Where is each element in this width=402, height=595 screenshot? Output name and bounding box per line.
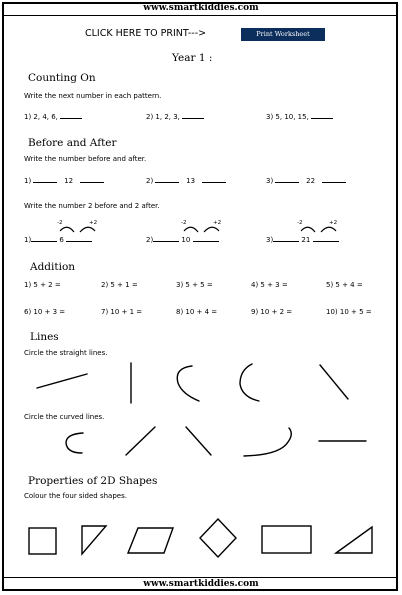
before-after-item-2: 2) 13 <box>146 175 226 185</box>
before-after-item-1: 1) 12 <box>24 175 104 185</box>
shape-diamond <box>200 519 236 557</box>
before-after-item-3: 3) 22 <box>266 175 346 185</box>
two-before-after-item-1: 1) 6 <box>24 234 92 244</box>
arc-minus-2 <box>184 227 198 232</box>
addition-item-10: 10) 10 + 5 = <box>326 308 372 316</box>
click-to-print-text[interactable]: CLICK HERE TO PRINT---> <box>85 28 207 39</box>
line-curved-s <box>177 366 199 401</box>
plus-label-1: +2 <box>89 220 98 226</box>
minus-label-1: -2 <box>57 220 63 226</box>
counting-instruction: Write the next number in each pattern. <box>24 92 162 100</box>
line-straight-diagonal-4 <box>186 427 211 455</box>
lines-instruction-curved: Circle the curved lines. <box>24 413 105 421</box>
shape-quadrilateral <box>82 526 106 554</box>
counting-on-title: Counting On <box>28 72 96 84</box>
footer-url: www.smartkiddies.com <box>143 579 259 589</box>
addition-title: Addition <box>30 261 76 273</box>
arc-plus-3 <box>321 227 336 232</box>
shape-parallelogram <box>128 528 173 553</box>
addition-item-7: 7) 10 + 1 = <box>101 308 143 316</box>
before-after-title: Before and After <box>28 137 117 149</box>
lines-title: Lines <box>30 331 59 343</box>
year-heading: Year 1 : <box>172 52 213 64</box>
plus-label-2: +2 <box>213 220 222 226</box>
addition-item-3: 3) 5 + 5 = <box>176 281 213 289</box>
addition-item-4: 4) 5 + 3 = <box>251 281 288 289</box>
shapes-title: Properties of 2D Shapes <box>28 475 158 487</box>
before-after-instruction-1: Write the number before and after. <box>24 155 147 163</box>
addition-item-1: 1) 5 + 2 = <box>24 281 61 289</box>
counting-item-2: 2) 1, 2, 3, <box>146 111 204 121</box>
line-straight-diagonal-3 <box>126 427 155 455</box>
before-after-instruction-2: Write the number 2 before and 2 after. <box>24 202 160 210</box>
line-straight-diagonal-2 <box>320 365 348 399</box>
lines-instruction-straight: Circle the straight lines. <box>24 349 108 357</box>
header-url: www.smartkiddies.com <box>143 3 259 13</box>
plus-label-3: +2 <box>329 220 338 226</box>
shape-right-triangle <box>336 527 372 553</box>
shapes-instruction: Colour the four sided shapes. <box>24 492 127 500</box>
shape-square <box>29 528 56 554</box>
minus-label-2: -2 <box>181 220 187 226</box>
arc-minus-3 <box>301 227 315 232</box>
print-worksheet-button[interactable]: Print Worksheet <box>241 28 325 41</box>
addition-item-9: 9) 10 + 2 = <box>251 308 293 316</box>
addition-item-2: 2) 5 + 1 = <box>101 281 138 289</box>
arc-plus-1 <box>80 227 95 232</box>
addition-item-8: 8) 10 + 4 = <box>176 308 218 316</box>
line-curved-j <box>244 428 291 456</box>
counting-item-1: 1) 2, 4, 6, <box>24 111 82 121</box>
arc-plus-2 <box>204 227 219 232</box>
counting-item-3: 3) 5, 10, 15, <box>266 111 333 121</box>
footer-divider <box>4 577 398 578</box>
line-curved-c <box>66 433 83 453</box>
addition-item-5: 5) 5 + 4 = <box>326 281 363 289</box>
two-before-after-item-2: 2) 10 <box>146 234 219 244</box>
line-straight-diagonal <box>37 374 87 388</box>
minus-label-3: -2 <box>297 220 303 226</box>
shape-rectangle <box>262 526 311 553</box>
line-curved-hook <box>240 364 259 401</box>
addition-item-6: 6) 10 + 3 = <box>24 308 66 316</box>
arc-minus-1 <box>60 227 74 232</box>
two-before-after-item-3: 3) 21 <box>266 234 339 244</box>
